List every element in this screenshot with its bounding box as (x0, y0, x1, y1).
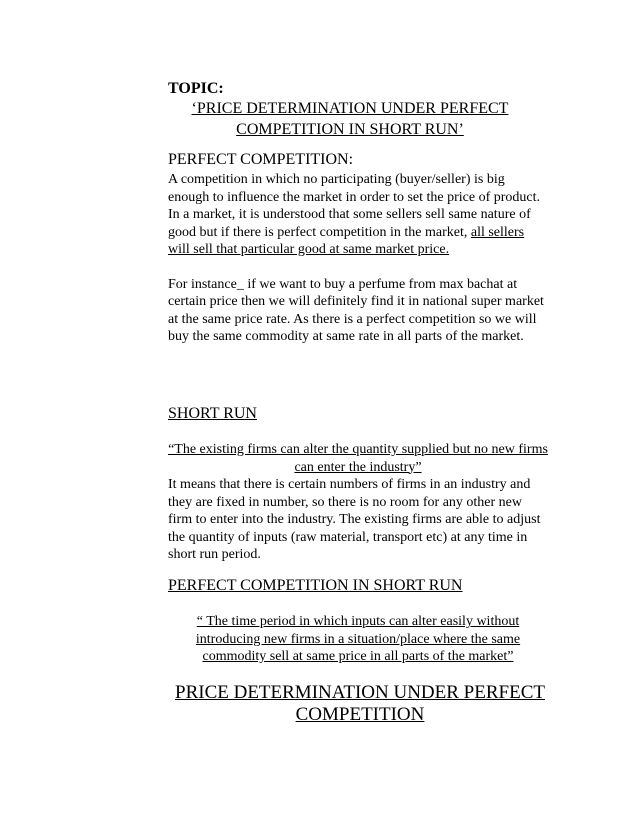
topic-title-line1: ‘PRICE DETERMINATION UNDER PERFECT (191, 100, 509, 117)
market-paragraph-text: In a market, it is understood that some sellers sell same nature of good but if there is perfect competition in the market, (168, 207, 531, 240)
topic-label: TOPIC: (168, 80, 224, 97)
short-run-paragraph: It means that there is certain numbers of firms in an industry and they are fixed in number, so there is no room for any other new firm to enter into the industry. The existing firms are able to adjust the quantity of inputs (raw material, transport etc) at any time in short run period. (168, 477, 541, 562)
topic-title-line2: COMPETITION IN SHORT RUN’ (236, 121, 464, 138)
section-body-perfect-competition-short-run (168, 613, 548, 666)
example-paragraph: For instance_ if we want to buy a perfume from max bachat at certain price then we will definitely find it in national super market at the same price rate. As there is a perfect competition so we will buy the same commodity at same rate in all parts of the market. (168, 276, 544, 344)
topic-title (160, 98, 540, 140)
perfect-competition-short-run-quote: “ The time period in which inputs can alter easily without introducing new firms in a situation/place where the same commodity sell at same price in all parts of the market” (195, 614, 521, 664)
definition-paragraph: A competition in which no participating (buyer/seller) is big enough to influence the market in order to set the price of product. (168, 172, 541, 205)
price-determination-heading-line2: COMPETITION (295, 704, 425, 725)
section-body-short-run (168, 441, 548, 564)
price-determination-heading-line1: PRICE DETERMINATION UNDER PERFECT (175, 682, 545, 703)
section-heading-perfect-competition-short-run: PERFECT COMPETITION IN SHORT RUN (168, 577, 463, 594)
section-body-perfect-competition (168, 171, 548, 346)
short-run-quote: “The existing firms can alter the quantity supplied but no new firms can enter the industry” (168, 442, 548, 475)
section-heading-short-run: SHORT RUN (168, 405, 257, 422)
section-heading-price-determination (160, 682, 560, 726)
market-paragraph (168, 206, 548, 259)
market-paragraph-emphasis: all sellers will sell that particular good at same market price. (168, 224, 525, 257)
section-heading-perfect-competition: PERFECT COMPETITION: (168, 151, 354, 168)
